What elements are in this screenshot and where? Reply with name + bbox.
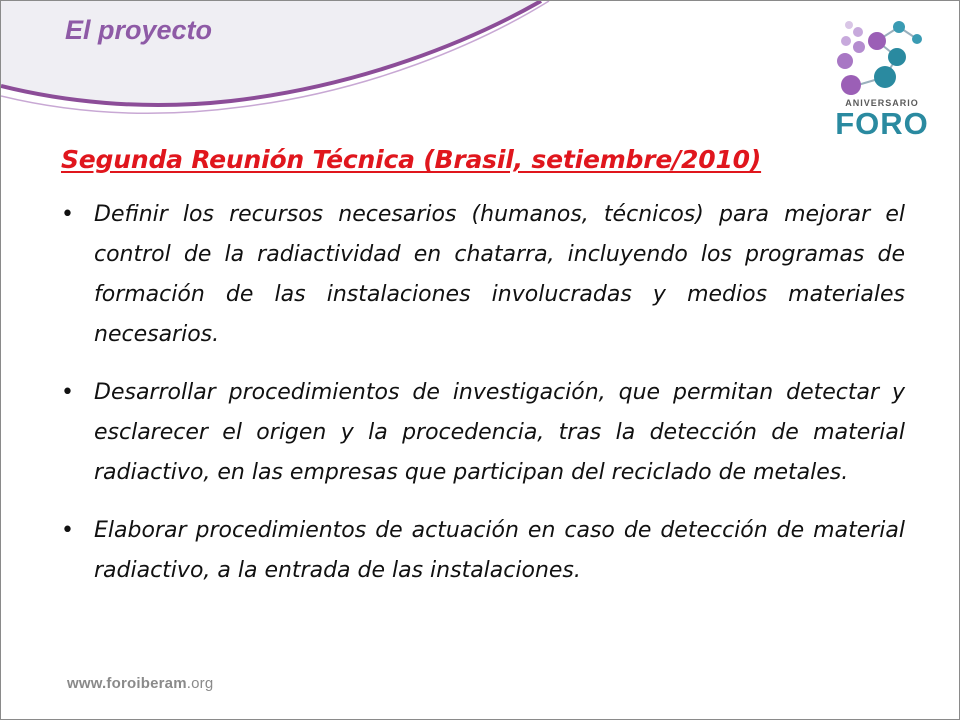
bullet-item bbox=[59, 511, 905, 591]
section-title: El proyecto bbox=[65, 15, 213, 45]
footer-url-domain: .org bbox=[186, 675, 214, 692]
bullet-icon: • bbox=[61, 518, 74, 543]
bullet-item bbox=[59, 373, 905, 493]
bullet-icon: • bbox=[61, 202, 74, 227]
bullet-text: Desarrollar procedimientos de investigación, que permitan detectar y esclarecer el origen y la procedencia, tras la detección de material radiactivo, en las empresas que participan del reciclado de metales. bbox=[94, 380, 905, 485]
logo-subtitle: ANIVERSARIO bbox=[845, 98, 919, 108]
logo-name: FORO bbox=[835, 106, 929, 141]
bullet-text: Definir los recursos necesarios (humanos, técnicos) para mejorar el control de la radiactividad en chatarra, incluyendo los programas de formación de las instalaciones involucradas y medios materiales necesarios. bbox=[94, 202, 905, 347]
bullet-list bbox=[59, 195, 905, 609]
foro-logo bbox=[827, 13, 937, 141]
molecule-logo-icon bbox=[827, 13, 937, 98]
bullet-text: Elaborar procedimientos de actuación en caso de detección de material radiactivo, a la entrada de las instalaciones. bbox=[94, 518, 905, 583]
slide-subtitle: Segunda Reunión Técnica (Brasil, setiembre/2010) bbox=[61, 145, 762, 174]
bullet-icon: • bbox=[61, 380, 74, 405]
bullet-item bbox=[59, 195, 905, 355]
footer-url bbox=[67, 675, 213, 692]
footer-url-name: www.foroiberam bbox=[67, 675, 187, 692]
